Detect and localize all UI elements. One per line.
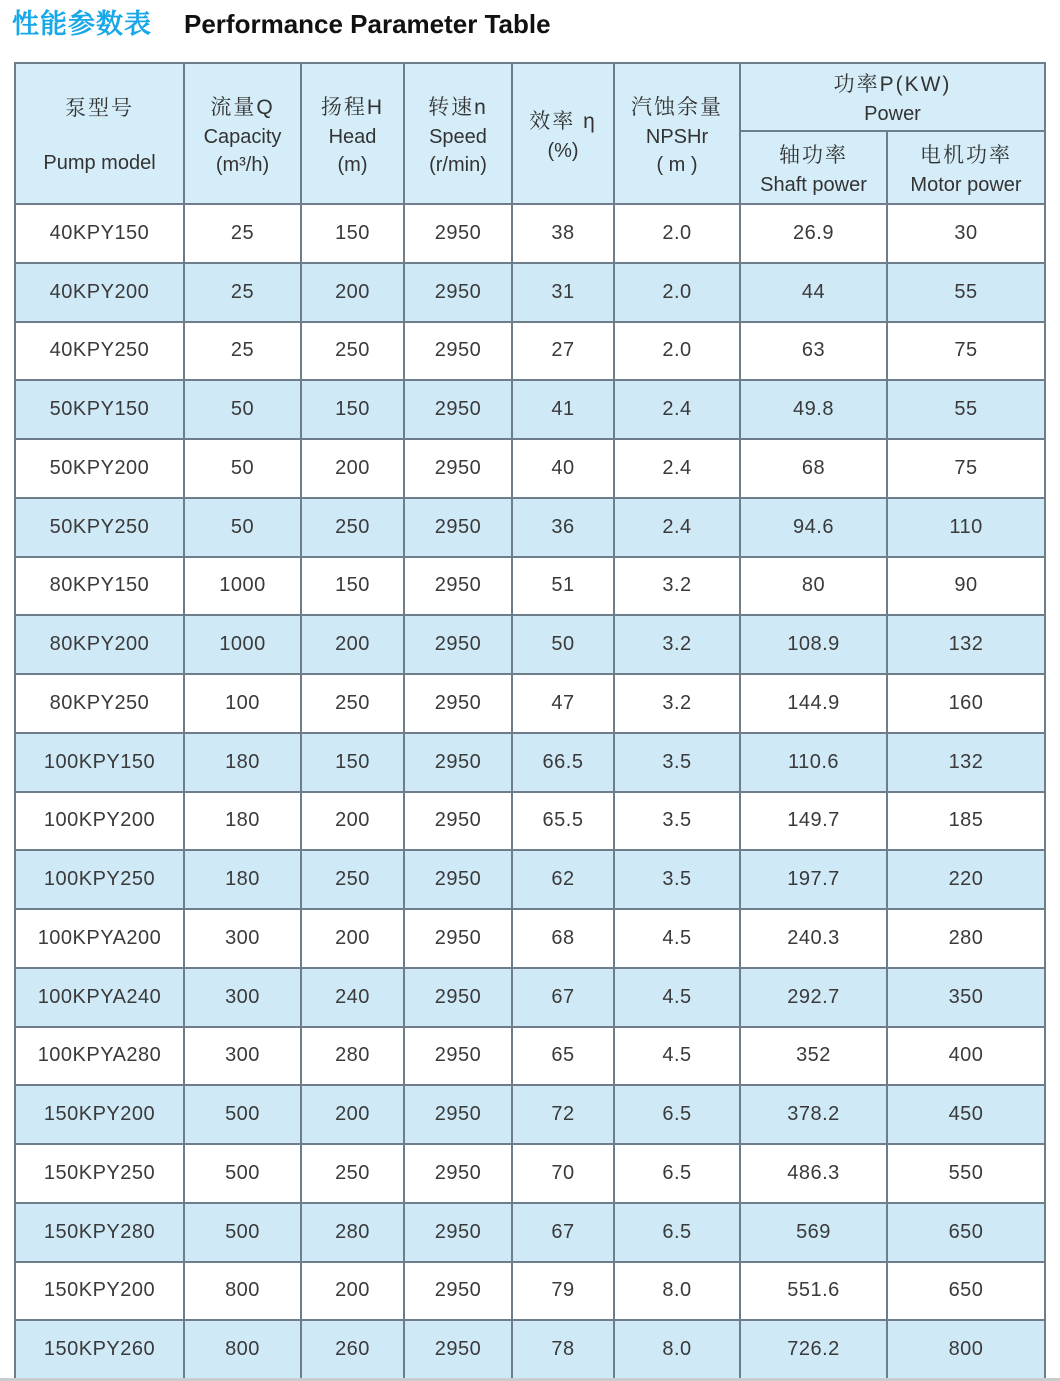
value-cell: 30 (887, 204, 1045, 263)
col-header-power (740, 63, 1045, 131)
value-cell: 25 (184, 204, 301, 263)
value-cell: 2950 (404, 322, 512, 381)
value-cell: 79 (512, 1262, 614, 1321)
value-cell: 550 (887, 1144, 1045, 1203)
value-cell: 63 (740, 322, 887, 381)
value-cell: 49.8 (740, 380, 887, 439)
value-cell: 200 (301, 1262, 404, 1321)
value-cell: 3.5 (614, 792, 740, 851)
col-header-speed-en: Speed (429, 125, 487, 148)
table-row (15, 1320, 1045, 1379)
col-header-npshr-zh: 汽蚀余量 (631, 95, 723, 119)
pump-model-cell: 100KPY150 (15, 733, 184, 792)
pump-model-cell: 150KPY250 (15, 1144, 184, 1203)
value-cell: 78 (512, 1320, 614, 1379)
value-cell: 6.5 (614, 1144, 740, 1203)
value-cell: 2.0 (614, 322, 740, 381)
table-row (15, 850, 1045, 909)
value-cell: 50 (184, 498, 301, 557)
value-cell: 200 (301, 909, 404, 968)
value-cell: 2.4 (614, 439, 740, 498)
value-cell: 280 (301, 1027, 404, 1086)
col-header-power-en: Power (864, 103, 921, 125)
col-header-speed (404, 63, 512, 204)
table-body (15, 204, 1045, 1379)
value-cell: 75 (887, 439, 1045, 498)
value-cell: 50 (184, 380, 301, 439)
value-cell: 650 (887, 1203, 1045, 1262)
value-cell: 62 (512, 850, 614, 909)
table-row (15, 322, 1045, 381)
value-cell: 2950 (404, 674, 512, 733)
value-cell: 180 (184, 733, 301, 792)
pump-model-cell: 50KPY150 (15, 380, 184, 439)
value-cell: 100 (184, 674, 301, 733)
value-cell: 90 (887, 557, 1045, 616)
value-cell: 55 (887, 380, 1045, 439)
pump-model-cell: 40KPY200 (15, 263, 184, 322)
col-header-npshr-unit: ( m ) (656, 153, 698, 176)
value-cell: 2.0 (614, 263, 740, 322)
col-header-motor-power (887, 131, 1045, 204)
col-header-capacity-unit: (m³/h) (215, 153, 270, 176)
value-cell: 3.2 (614, 615, 740, 674)
page-title (12, 2, 551, 41)
value-cell: 250 (301, 322, 404, 381)
col-header-speed-unit: (r/min) (429, 153, 487, 176)
value-cell: 55 (887, 263, 1045, 322)
value-cell: 300 (184, 909, 301, 968)
value-cell: 68 (512, 909, 614, 968)
value-cell: 47 (512, 674, 614, 733)
pump-model-cell: 80KPY150 (15, 557, 184, 616)
value-cell: 180 (184, 792, 301, 851)
value-cell: 2950 (404, 1262, 512, 1321)
col-header-capacity (184, 63, 301, 204)
table-row (15, 439, 1045, 498)
table-row (15, 909, 1045, 968)
value-cell: 3.2 (614, 674, 740, 733)
pump-model-cell: 100KPYA200 (15, 909, 184, 968)
value-cell: 160 (887, 674, 1045, 733)
value-cell: 2950 (404, 733, 512, 792)
value-cell: 400 (887, 1027, 1045, 1086)
value-cell: 132 (887, 615, 1045, 674)
value-cell: 3.2 (614, 557, 740, 616)
value-cell: 2950 (404, 498, 512, 557)
pump-model-cell: 100KPYA280 (15, 1027, 184, 1086)
table-row (15, 615, 1045, 674)
col-header-npshr (614, 63, 740, 204)
value-cell: 300 (184, 968, 301, 1027)
value-cell: 2.4 (614, 380, 740, 439)
pump-model-cell: 150KPY200 (15, 1262, 184, 1321)
col-header-speed-zh: 转速n (428, 95, 488, 119)
col-header-shaft-power-en: Shaft power (760, 173, 867, 196)
value-cell: 350 (887, 968, 1045, 1027)
table-row (15, 968, 1045, 1027)
value-cell: 1000 (184, 615, 301, 674)
value-cell: 75 (887, 322, 1045, 381)
value-cell: 94.6 (740, 498, 887, 557)
col-header-capacity-en: Capacity (203, 125, 282, 148)
value-cell: 150 (301, 204, 404, 263)
table-row (15, 557, 1045, 616)
value-cell: 144.9 (740, 674, 887, 733)
value-cell: 2950 (404, 263, 512, 322)
value-cell: 2950 (404, 1320, 512, 1379)
value-cell: 38 (512, 204, 614, 263)
value-cell: 132 (887, 733, 1045, 792)
pump-model-cell: 80KPY250 (15, 674, 184, 733)
value-cell: 2950 (404, 439, 512, 498)
value-cell: 41 (512, 380, 614, 439)
value-cell: 25 (184, 263, 301, 322)
table-row (15, 1262, 1045, 1321)
value-cell: 200 (301, 263, 404, 322)
value-cell: 150 (301, 733, 404, 792)
pump-model-cell: 150KPY280 (15, 1203, 184, 1262)
performance-parameter-table (14, 62, 1046, 1380)
value-cell: 65.5 (512, 792, 614, 851)
table-row (15, 1085, 1045, 1144)
col-header-pump-model (15, 63, 184, 204)
table-row (15, 1203, 1045, 1262)
value-cell: 352 (740, 1027, 887, 1086)
value-cell: 200 (301, 1085, 404, 1144)
value-cell: 50 (184, 439, 301, 498)
value-cell: 6.5 (614, 1085, 740, 1144)
value-cell: 280 (887, 909, 1045, 968)
value-cell: 80 (740, 557, 887, 616)
value-cell: 3.5 (614, 733, 740, 792)
value-cell: 67 (512, 968, 614, 1027)
table-row (15, 1027, 1045, 1086)
value-cell: 200 (301, 792, 404, 851)
table-row (15, 204, 1045, 263)
col-header-efficiency (512, 63, 614, 204)
value-cell: 240.3 (740, 909, 887, 968)
pump-model-cell: 50KPY200 (15, 439, 184, 498)
value-cell: 36 (512, 498, 614, 557)
value-cell: 250 (301, 498, 404, 557)
value-cell: 250 (301, 674, 404, 733)
col-header-capacity-zh: 流量Q (210, 95, 275, 119)
col-header-head (301, 63, 404, 204)
page-title-zh: 性能参数表 (12, 9, 152, 39)
value-cell: 27 (512, 322, 614, 381)
value-cell: 569 (740, 1203, 887, 1262)
value-cell: 300 (184, 1027, 301, 1086)
value-cell: 110 (887, 498, 1045, 557)
value-cell: 486.3 (740, 1144, 887, 1203)
value-cell: 31 (512, 263, 614, 322)
value-cell: 150 (301, 380, 404, 439)
pump-model-cell: 50KPY250 (15, 498, 184, 557)
value-cell: 8.0 (614, 1262, 740, 1321)
value-cell: 197.7 (740, 850, 887, 909)
col-header-shaft-power (740, 131, 887, 204)
value-cell: 500 (184, 1085, 301, 1144)
value-cell: 2950 (404, 557, 512, 616)
pump-model-cell: 80KPY200 (15, 615, 184, 674)
value-cell: 2950 (404, 850, 512, 909)
value-cell: 180 (184, 850, 301, 909)
pump-model-cell: 40KPY150 (15, 204, 184, 263)
value-cell: 50 (512, 615, 614, 674)
table-row (15, 674, 1045, 733)
value-cell: 260 (301, 1320, 404, 1379)
col-header-power-zh: 功率P(KW) (833, 73, 952, 96)
value-cell: 2950 (404, 968, 512, 1027)
col-header-efficiency-unit: (%) (547, 139, 579, 162)
value-cell: 4.5 (614, 909, 740, 968)
value-cell: 292.7 (740, 968, 887, 1027)
col-header-npshr-en: NPSHr (645, 125, 709, 148)
value-cell: 185 (887, 792, 1045, 851)
value-cell: 26.9 (740, 204, 887, 263)
value-cell: 200 (301, 615, 404, 674)
value-cell: 6.5 (614, 1203, 740, 1262)
value-cell: 800 (184, 1320, 301, 1379)
value-cell: 500 (184, 1203, 301, 1262)
col-header-efficiency-zh: 效率 η (529, 109, 597, 133)
value-cell: 150 (301, 557, 404, 616)
pump-model-cell: 40KPY250 (15, 322, 184, 381)
table-row (15, 380, 1045, 439)
col-header-motor-power-zh: 电机功率 (920, 143, 1012, 167)
value-cell: 2950 (404, 909, 512, 968)
value-cell: 2950 (404, 1144, 512, 1203)
value-cell: 40 (512, 439, 614, 498)
pump-model-cell: 150KPY200 (15, 1085, 184, 1144)
value-cell: 2950 (404, 1203, 512, 1262)
table-row (15, 498, 1045, 557)
value-cell: 72 (512, 1085, 614, 1144)
col-header-shaft-power-zh: 轴功率 (779, 143, 848, 167)
value-cell: 500 (184, 1144, 301, 1203)
value-cell: 650 (887, 1262, 1045, 1321)
value-cell: 2.4 (614, 498, 740, 557)
value-cell: 2.0 (614, 204, 740, 263)
value-cell: 149.7 (740, 792, 887, 851)
value-cell: 250 (301, 850, 404, 909)
col-header-motor-power-en: Motor power (910, 173, 1022, 196)
value-cell: 25 (184, 322, 301, 381)
value-cell: 551.6 (740, 1262, 887, 1321)
value-cell: 2950 (404, 792, 512, 851)
value-cell: 8.0 (614, 1320, 740, 1379)
value-cell: 110.6 (740, 733, 887, 792)
value-cell: 68 (740, 439, 887, 498)
value-cell: 220 (887, 850, 1045, 909)
page-title-en: Performance Parameter Table (184, 9, 551, 39)
pump-model-cell: 100KPY200 (15, 792, 184, 851)
col-header-head-en: Head (328, 125, 377, 148)
col-header-head-unit: (m) (337, 153, 368, 176)
table-row (15, 263, 1045, 322)
value-cell: 4.5 (614, 1027, 740, 1086)
value-cell: 378.2 (740, 1085, 887, 1144)
value-cell: 2950 (404, 1085, 512, 1144)
value-cell: 726.2 (740, 1320, 887, 1379)
table-row (15, 733, 1045, 792)
value-cell: 1000 (184, 557, 301, 616)
value-cell: 65 (512, 1027, 614, 1086)
value-cell: 240 (301, 968, 404, 1027)
value-cell: 66.5 (512, 733, 614, 792)
col-header-pump-model-en: Pump model (43, 152, 156, 174)
value-cell: 250 (301, 1144, 404, 1203)
value-cell: 44 (740, 263, 887, 322)
value-cell: 108.9 (740, 615, 887, 674)
value-cell: 2950 (404, 615, 512, 674)
value-cell: 450 (887, 1085, 1045, 1144)
value-cell: 3.5 (614, 850, 740, 909)
table-header (15, 63, 1045, 204)
table-row (15, 792, 1045, 851)
value-cell: 800 (184, 1262, 301, 1321)
value-cell: 51 (512, 557, 614, 616)
value-cell: 70 (512, 1144, 614, 1203)
value-cell: 67 (512, 1203, 614, 1262)
value-cell: 2950 (404, 1027, 512, 1086)
value-cell: 200 (301, 439, 404, 498)
col-header-pump-model-zh: 泵型号 (65, 97, 134, 120)
value-cell: 800 (887, 1320, 1045, 1379)
pump-model-cell: 150KPY260 (15, 1320, 184, 1379)
pump-model-cell: 100KPYA240 (15, 968, 184, 1027)
value-cell: 2950 (404, 380, 512, 439)
value-cell: 2950 (404, 204, 512, 263)
table-row (15, 1144, 1045, 1203)
value-cell: 4.5 (614, 968, 740, 1027)
col-header-head-zh: 扬程H (320, 95, 385, 119)
pump-model-cell: 100KPY250 (15, 850, 184, 909)
value-cell: 280 (301, 1203, 404, 1262)
